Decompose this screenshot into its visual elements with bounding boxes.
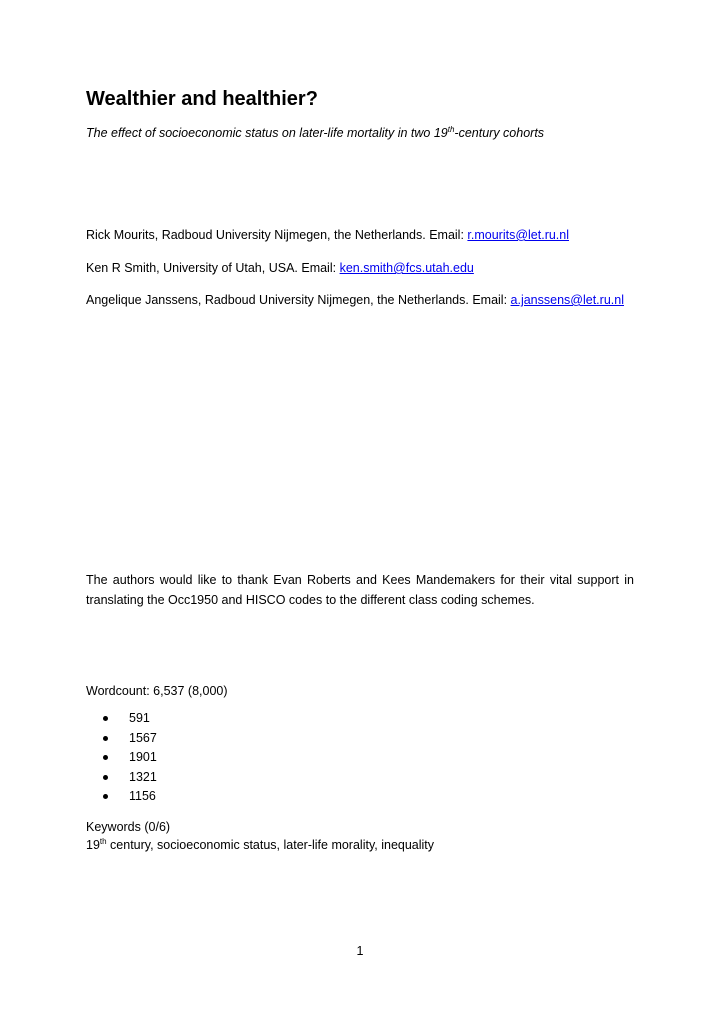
author-affiliation: Rick Mourits, Radboud University Nijmegen, the Netherlands. Email: [86,228,468,242]
list-item [103,787,157,807]
acknowledgement-paragraph: The authors would like to thank Evan Roberts and Kees Mandemakers for their vital support in translating the Occ1950 and HISCO codes to the different class coding schemes. [86,573,634,607]
list-item [103,768,157,788]
list-item [103,729,157,749]
subtitle-superscript: th [447,124,455,134]
keywords-label: Keywords (0/6) [86,820,171,834]
subtitle-text: The effect of socioeconomic status on later-life mortality in two 19 [86,126,448,140]
keywords-list: century, socioeconomic status, later-life morality, inequality [106,838,435,852]
list-item-text: 591 [129,711,150,725]
list-item-text: 1567 [129,730,157,745]
email-link[interactable]: r.mourits@let.ru.nl [467,228,570,242]
bullet-icon [103,716,108,721]
author-line [86,261,474,275]
list-item-text: 1901 [129,750,157,764]
bullet-icon [103,755,108,760]
keywords-text [86,838,434,852]
paper-subtitle [86,126,544,140]
list-item-text: 1156 [129,789,156,803]
wordcount-list [103,709,157,807]
subtitle-text-end: -century cohorts [454,126,545,140]
keywords-prefix: 19 [86,838,100,852]
list-item [103,748,157,768]
author-affiliation: Ken R Smith, University of Utah, USA. Email: [86,261,340,275]
author-line [86,228,569,242]
email-link[interactable]: a.janssens@let.ru.nl [510,293,624,307]
bullet-icon [103,736,108,741]
email-link[interactable]: ken.smith@fcs.utah.edu [339,261,474,275]
paper-title: Wealthier and healthier? [86,88,318,110]
author-line [86,293,624,307]
list-item-text: 1321 [129,769,157,784]
page-number: 1 [356,944,364,958]
author-affiliation: Angelique Janssens, Radboud University Nijmegen, the Netherlands. Email: [86,293,511,307]
keywords-superscript: th [99,836,107,846]
wordcount-label: Wordcount: 6,537 (8,000) [86,684,228,698]
list-item [103,709,157,729]
bullet-icon [103,775,108,780]
bullet-icon [103,794,108,799]
